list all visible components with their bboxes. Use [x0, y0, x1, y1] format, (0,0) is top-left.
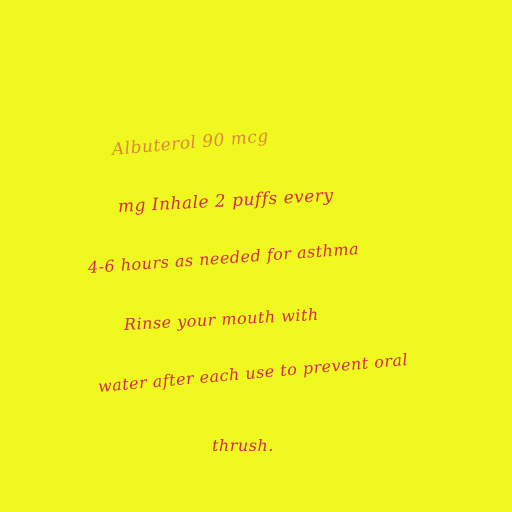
note-line-1: Albuterol 90 mcg [111, 126, 270, 160]
note-line-4: Rinse your mouth with [123, 304, 320, 334]
note-line-2: mg Inhale 2 puffs every [117, 185, 335, 217]
note-line-5: water after each use to prevent oral [97, 349, 409, 396]
note-line-6: thrush. [212, 436, 274, 455]
note-line-3: 4-6 hours as needed for asthma [87, 239, 360, 277]
